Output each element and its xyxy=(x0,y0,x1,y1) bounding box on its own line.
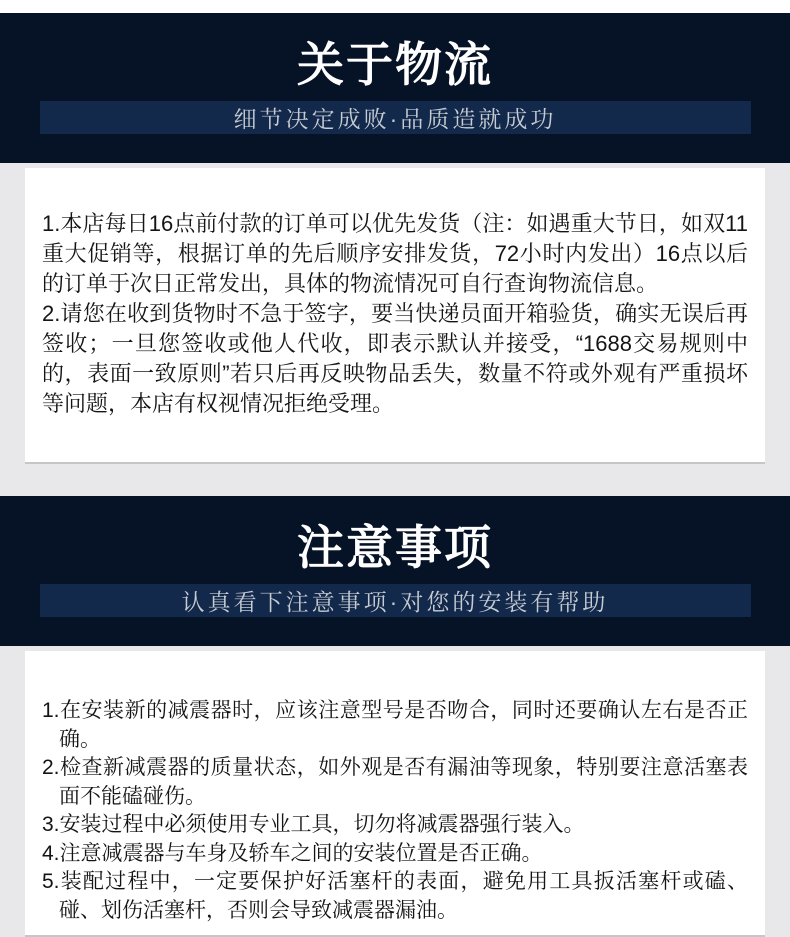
top-white-strip xyxy=(0,0,790,13)
notice-item: 1.在安装新的减震器时，应该注意型号是否吻合，同时还要确认左右是否正确。 xyxy=(42,699,748,751)
logistics-title: 关于物流 xyxy=(297,38,493,91)
notice-subtitle: 认真看下注意事项·对您的安装有帮助 xyxy=(181,589,609,615)
logistics-paragraph: 1.本店每日16点前付款的订单可以优先发货（注：如遇重大节日，如双11重大促销等，根据订单的先后顺序安排发货，72小时内发出）16点以后的订单于次日正常发出，具体的物流情况可自行查询物流信息。 xyxy=(42,211,748,296)
notice-card xyxy=(25,651,765,937)
logistics-subtitle-bar xyxy=(40,101,751,134)
notice-item: 5.装配过程中，一定要保护好活塞杆的表面，避免用工具扳活塞杆或磕、碰、划伤活塞杆，否则会导致减震器漏油。 xyxy=(42,870,748,922)
notice-banner xyxy=(0,496,790,646)
logistics-subtitle: 细节决定成败·品质造就成功 xyxy=(233,106,557,132)
logistics-card xyxy=(25,168,765,464)
notice-item: 2.检查新减震器的质量状态，如外观是否有漏油等现象，特别要注意活塞表面不能磕碰伤。 xyxy=(42,756,748,808)
notice-item: 3.安装过程中必须使用专业工具，切勿将减震器强行装入。 xyxy=(42,813,585,836)
notice-item: 4.注意减震器与车身及轿车之间的安装位置是否正确。 xyxy=(42,841,543,865)
logistics-paragraph: 2.请您在收到货物时不急于签字，要当快递员面开箱验货，确实无误后再签收；一旦您签收或他人代收，即表示默认并接受，“1688交易规则中的，表面一致原则”若只后再反映物品丢失，数量不符或外观有严重损坏等问题，本店有权视情况拒绝受理。 xyxy=(42,301,748,416)
logistics-banner xyxy=(0,13,790,163)
notice-subtitle-bar xyxy=(40,584,751,617)
notice-title: 注意事项 xyxy=(297,521,493,574)
